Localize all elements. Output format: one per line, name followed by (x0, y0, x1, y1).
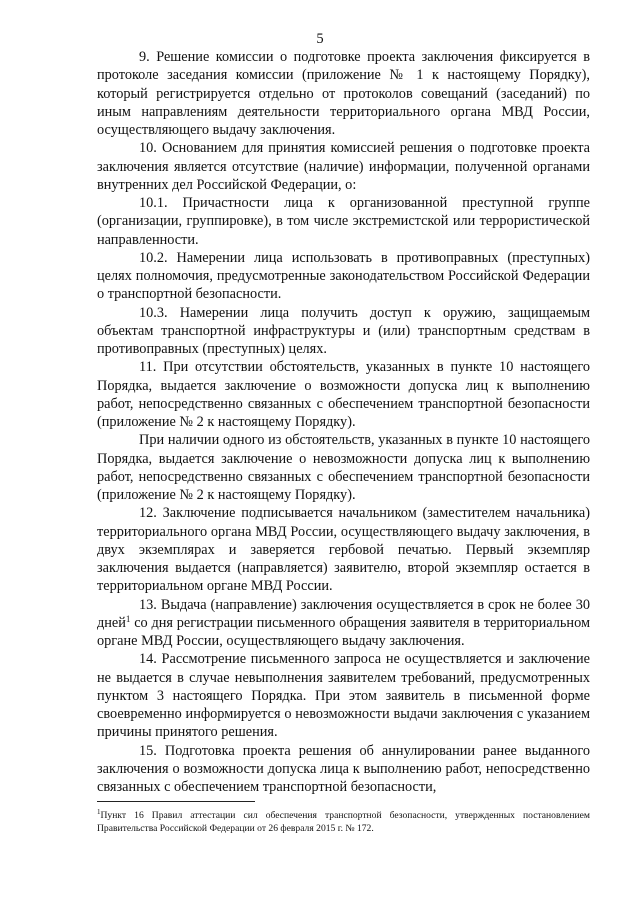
paragraph-9: 9. Решение комиссии о подготовке проекта заключения фиксируется в протоколе заседания комиссии (приложение № 1 к настоящему Порядку), который регистрируется отдельно от протоколов совещаний (заседаний) по иным направлениям деятельности территориального органа МВД России, осуществляющего выдачу заключения. (97, 49, 590, 138)
paragraph-10-1: 10.1. Причастности лица к организованной преступной группе (организации, группировке), в том числе экстремистской или террористической направленности. (97, 195, 590, 248)
paragraph-13 (97, 596, 590, 651)
paragraph-10-2: 10.2. Намерении лица использовать в противоправных (преступных) целях полномочия, предусмотренные законодательством Российской Федерации о транспортной безопасности. (97, 249, 590, 303)
footnote-text: Пункт 16 Правил аттестации сил обеспечения транспортной безопасности, утвержденных постановлением Правительства Российской Федерации от 26 февраля 2015 г. № 172. (97, 810, 590, 834)
footnote-separator (97, 801, 255, 802)
footnote-reference: 1 (125, 613, 131, 624)
paragraph-14: 14. Рассмотрение письменного запроса не осуществляется и заключение не выдается в случае невыполнения заявителем требований, предусмотренных пунктом 3 настоящего Порядка. При этом заявитель в письменной форме своевременно информируется о невозможности выдачи заключения с указанием причины принятого решения. (97, 651, 590, 741)
paragraph-10: 10. Основанием для принятия комиссией решения о подготовке проекта заключения является отсутствие (наличие) информации, полученной органами внутренних дел Российской Федерации, о: (97, 140, 590, 193)
paragraph-13-before: 13. Выдача (направление) заключения осуществляется в срок не более 30 дней (97, 596, 590, 631)
footnote-marker: 1 (97, 808, 101, 816)
paragraph-15: 15. Подготовка проекта решения об аннулировании ранее выданного заключения о возможности допуска лица к выполнению работ, непосредственно связанных с обеспечением транспортной безопасности, (97, 742, 590, 795)
paragraph-11: 11. При отсутствии обстоятельств, указанных в пункте 10 настоящего Порядка, выдается заключение о возможности допуска лиц к выполнению работ, непосредственно связанных с обеспечением транспортной безопасности (приложение № 2 к настоящему Порядку). (97, 359, 590, 430)
body-text (97, 48, 590, 796)
page-number: 5 (316, 31, 324, 47)
paragraph-11-second: При наличии одного из обстоятельств, указанных в пункте 10 настоящего Порядка, выдается заключение о невозможности допуска лиц к выполнению работ, непосредственно связанных с обеспечением транспортной безопасности (приложение № 2 к настоящему Порядку). (97, 432, 590, 503)
paragraph-12: 12. Заключение подписывается начальником (заместителем начальника) территориального органа МВД России, осуществляющего выдачу заключения, в двух экземплярах и заверяется гербовой печатью. Первый экземпляр заключения выдается (направляется) заявителю, второй экземпляр остается в территориальном органе МВД России. (97, 505, 590, 595)
paragraph-10-3: 10.3. Намерении лица получить доступ к оружию, защищаемым объектам транспортной инфраструктуры и (или) транспортным средствам в противоправных (преступных) целях. (97, 304, 590, 357)
paragraph-13-after: со дня регистрации письменного обращения заявителя в территориальном органе МВД России, осуществляющего выдачу заключения. (97, 614, 590, 649)
footnote (97, 809, 590, 835)
